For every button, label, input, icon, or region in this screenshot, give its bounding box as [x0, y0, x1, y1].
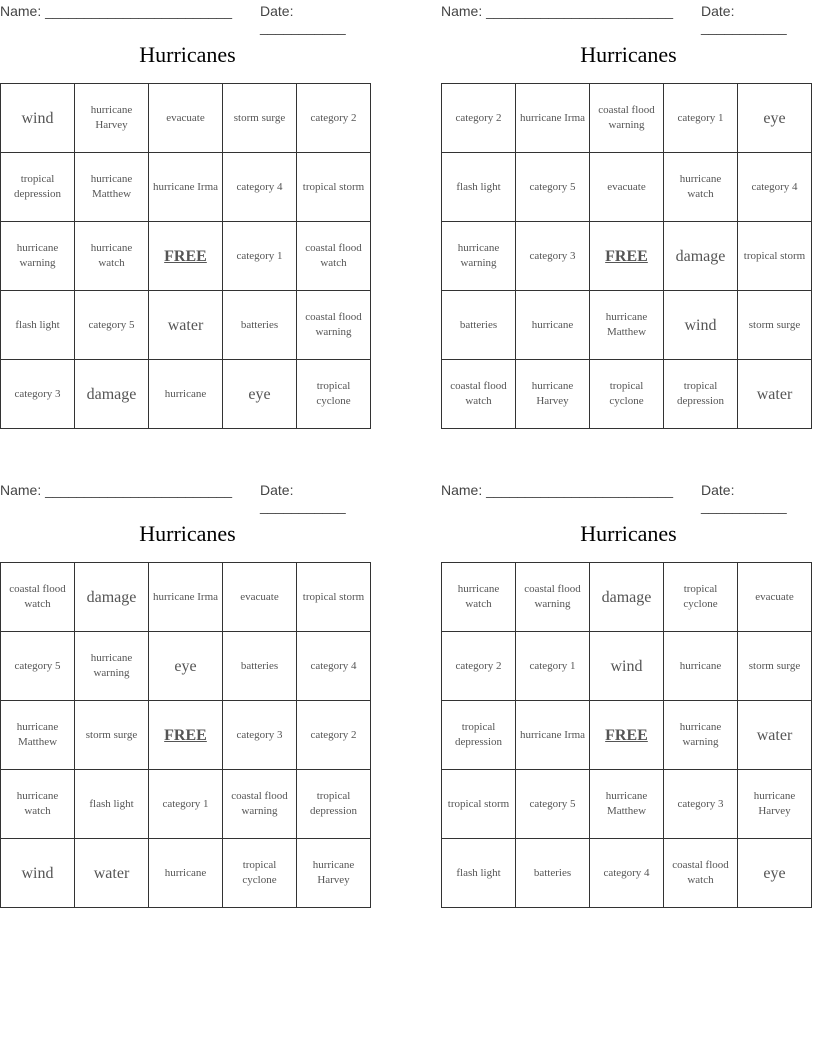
date-field-label: Date: ___________: [260, 482, 346, 514]
bingo-cell: coastal flood warning: [223, 770, 297, 839]
bingo-cell: hurricane Irma: [149, 563, 223, 632]
grid-row: [442, 84, 812, 153]
bingo-cell: batteries: [223, 291, 297, 360]
bingo-cell: hurricane Matthew: [75, 153, 149, 222]
bingo-cell: category 1: [149, 770, 223, 839]
card-header: [441, 0, 816, 35]
bingo-cell: tropical depression: [297, 770, 371, 839]
grid-row: [442, 839, 812, 908]
bingo-cell: evacuate: [738, 563, 812, 632]
bingo-cell: hurricane warning: [75, 632, 149, 701]
bingo-cell: coastal flood warning: [297, 291, 371, 360]
free-space: FREE: [149, 222, 223, 291]
bingo-cell: tropical cyclone: [664, 563, 738, 632]
bingo-cell: damage: [75, 563, 149, 632]
bingo-cell: category 2: [442, 84, 516, 153]
bingo-grid: [0, 83, 371, 429]
bingo-cell: category 1: [664, 84, 738, 153]
bingo-cell: category 1: [223, 222, 297, 291]
bingo-cell: category 3: [1, 360, 75, 429]
bingo-cell: hurricane Matthew: [1, 701, 75, 770]
bingo-cell: eye: [738, 839, 812, 908]
bingo-cell: wind: [1, 839, 75, 908]
bingo-cell: evacuate: [223, 563, 297, 632]
card-header: [0, 0, 375, 35]
bingo-cell: hurricane watch: [75, 222, 149, 291]
grid-row: [442, 770, 812, 839]
bingo-cell: tropical depression: [1, 153, 75, 222]
bingo-cell: hurricane Matthew: [590, 291, 664, 360]
card-header: [0, 479, 375, 514]
grid-row: [1, 360, 371, 429]
bingo-cell: category 2: [442, 632, 516, 701]
bingo-cell: flash light: [442, 839, 516, 908]
bingo-cell: hurricane warning: [1, 222, 75, 291]
bingo-cell: category 2: [297, 701, 371, 770]
bingo-cell: eye: [223, 360, 297, 429]
bingo-cell: wind: [590, 632, 664, 701]
bingo-cell: tropical storm: [442, 770, 516, 839]
card-title: Hurricanes: [139, 521, 236, 546]
card-title: Hurricanes: [139, 42, 236, 67]
card-title: Hurricanes: [580, 521, 677, 546]
bingo-cell: water: [738, 360, 812, 429]
bingo-cell: evacuate: [149, 84, 223, 153]
bingo-cell: category 2: [297, 84, 371, 153]
grid-row: [442, 563, 812, 632]
free-space: FREE: [590, 222, 664, 291]
bingo-cell: hurricane watch: [1, 770, 75, 839]
bingo-cell: category 5: [516, 770, 590, 839]
bingo-cell: wind: [664, 291, 738, 360]
bingo-cell: flash light: [442, 153, 516, 222]
bingo-cell: hurricane watch: [664, 153, 738, 222]
bingo-cell: storm surge: [738, 632, 812, 701]
bingo-cell: tropical cyclone: [297, 360, 371, 429]
bingo-cell: storm surge: [75, 701, 149, 770]
bingo-cell: hurricane Irma: [516, 701, 590, 770]
date-field-label: Date: ___________: [701, 3, 787, 35]
grid-row: [442, 360, 812, 429]
bingo-cell: category 3: [516, 222, 590, 291]
bingo-cell: damage: [664, 222, 738, 291]
bingo-cell: batteries: [223, 632, 297, 701]
grid-row: [1, 839, 371, 908]
bingo-cell: batteries: [442, 291, 516, 360]
free-space: FREE: [149, 701, 223, 770]
bingo-cell: wind: [1, 84, 75, 153]
bingo-cell: hurricane: [149, 360, 223, 429]
bingo-cell: category 3: [223, 701, 297, 770]
bingo-cell: water: [738, 701, 812, 770]
grid-row: [442, 632, 812, 701]
date-field-label: Date: ___________: [701, 482, 787, 514]
bingo-cell: tropical storm: [297, 563, 371, 632]
grid-row: [442, 222, 812, 291]
bingo-cell: flash light: [75, 770, 149, 839]
bingo-grid: [0, 562, 371, 908]
bingo-cell: tropical cyclone: [590, 360, 664, 429]
grid-row: [442, 291, 812, 360]
bingo-cell: category 4: [590, 839, 664, 908]
bingo-cell: hurricane watch: [442, 563, 516, 632]
bingo-cell: hurricane Harvey: [297, 839, 371, 908]
bingo-cell: hurricane: [149, 839, 223, 908]
bingo-cell: hurricane Harvey: [516, 360, 590, 429]
bingo-cell: category 5: [516, 153, 590, 222]
bingo-cell: eye: [738, 84, 812, 153]
bingo-cell: hurricane Matthew: [590, 770, 664, 839]
bingo-cell: tropical storm: [297, 153, 371, 222]
grid-row: [1, 222, 371, 291]
bingo-cell: tropical depression: [664, 360, 738, 429]
bingo-cell: category 4: [738, 153, 812, 222]
bingo-grid: [441, 562, 812, 908]
bingo-cell: coastal flood watch: [442, 360, 516, 429]
bingo-cell: coastal flood watch: [1, 563, 75, 632]
bingo-cell: hurricane warning: [664, 701, 738, 770]
bingo-cell: damage: [75, 360, 149, 429]
grid-row: [1, 701, 371, 770]
bingo-cell: water: [75, 839, 149, 908]
date-field-label: Date: ___________: [260, 3, 346, 35]
bingo-cell: flash light: [1, 291, 75, 360]
bingo-cell: category 5: [75, 291, 149, 360]
bingo-cell: category 3: [664, 770, 738, 839]
bingo-cell: hurricane Harvey: [738, 770, 812, 839]
grid-row: [1, 770, 371, 839]
bingo-cell: evacuate: [590, 153, 664, 222]
bingo-cell: batteries: [516, 839, 590, 908]
bingo-cell: tropical depression: [442, 701, 516, 770]
free-space: FREE: [590, 701, 664, 770]
card-title: Hurricanes: [580, 42, 677, 67]
bingo-cell: water: [149, 291, 223, 360]
bingo-cell: tropical storm: [738, 222, 812, 291]
bingo-cell: hurricane warning: [442, 222, 516, 291]
bingo-cell: hurricane Irma: [516, 84, 590, 153]
bingo-cell: category 5: [1, 632, 75, 701]
bingo-cell: coastal flood watch: [297, 222, 371, 291]
bingo-cell: storm surge: [738, 291, 812, 360]
bingo-cell: damage: [590, 563, 664, 632]
name-field-label: Name: ________________________: [0, 3, 232, 19]
grid-row: [1, 291, 371, 360]
grid-row: [1, 84, 371, 153]
bingo-cell: category 4: [223, 153, 297, 222]
bingo-cell: eye: [149, 632, 223, 701]
bingo-cell: hurricane Irma: [149, 153, 223, 222]
bingo-cell: tropical cyclone: [223, 839, 297, 908]
grid-row: [1, 563, 371, 632]
bingo-cell: hurricane: [516, 291, 590, 360]
bingo-cell: category 1: [516, 632, 590, 701]
bingo-cell: category 4: [297, 632, 371, 701]
bingo-cell: coastal flood warning: [516, 563, 590, 632]
grid-row: [1, 632, 371, 701]
grid-row: [442, 701, 812, 770]
bingo-cell: hurricane: [664, 632, 738, 701]
grid-row: [1, 153, 371, 222]
bingo-cell: coastal flood watch: [664, 839, 738, 908]
name-field-label: Name: ________________________: [441, 3, 673, 19]
name-field-label: Name: ________________________: [0, 482, 232, 498]
bingo-cell: coastal flood warning: [590, 84, 664, 153]
grid-row: [442, 153, 812, 222]
bingo-grid: [441, 83, 812, 429]
name-field-label: Name: ________________________: [441, 482, 673, 498]
card-header: [441, 479, 816, 514]
bingo-cell: hurricane Harvey: [75, 84, 149, 153]
bingo-cell: storm surge: [223, 84, 297, 153]
